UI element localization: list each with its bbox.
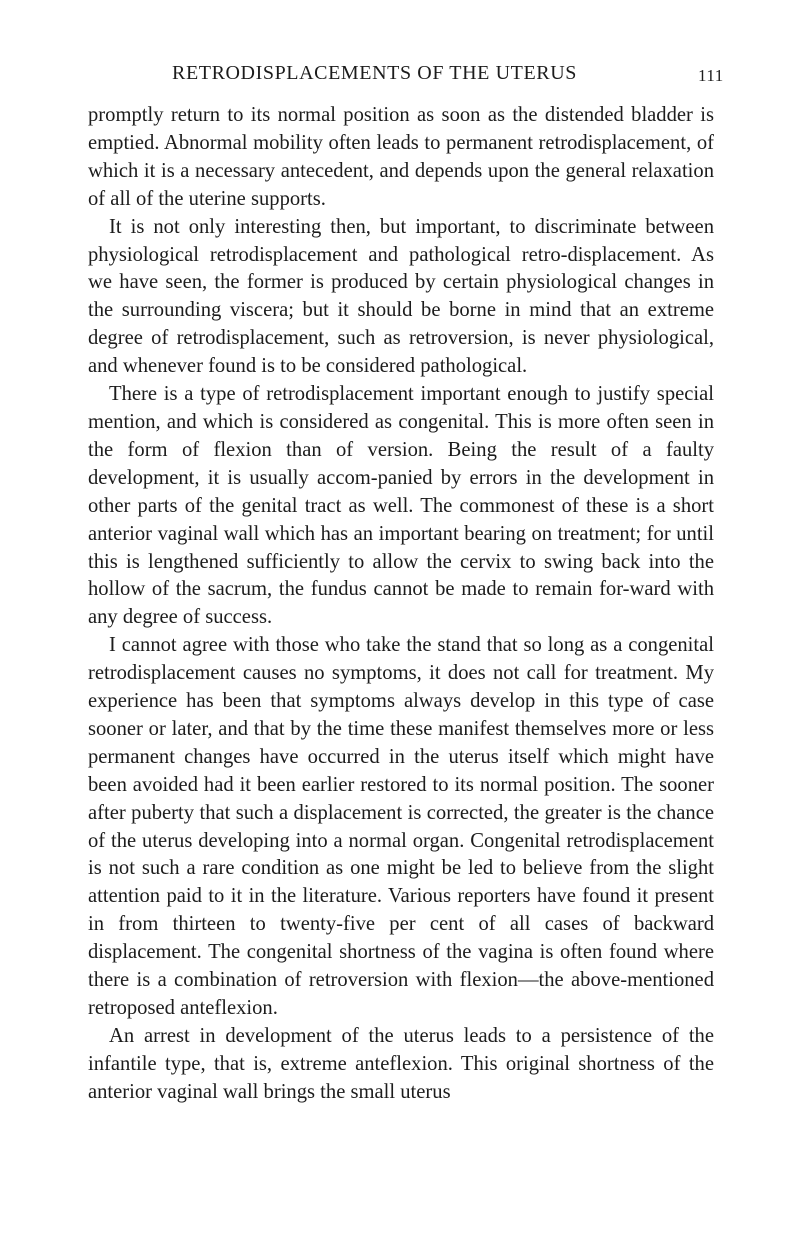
- paragraph-3: There is a type of retrodisplacement important enough to justify special mention, and which is considered as congenital. This is more often seen in the form of flexion than of version. Being the result of a faulty development, it is usually accom-panied by errors in the development in other parts of the genital tract as well. The commonest of these is a short anterior vaginal wall which has an important bearing on treatment; for until this is lengthened sufficiently to allow the cervix to swing back into the hollow of the sacrum, the fundus cannot be made to remain for-ward with any degree of success.: [88, 383, 714, 629]
- body-text: [88, 102, 714, 1107]
- paragraph-4: I cannot agree with those who take the stand that so long as a congenital retrodisplacement causes no symptoms, it does not call for treatment. My experience has been that symptoms always develop in this type of case sooner or later, and that by the time these manifest themselves more or less permanent changes have occurred in the uterus itself which might have been avoided had it been earlier restored to its normal position. The sooner after puberty that such a displacement is corrected, the greater is the chance of the uterus developing into a normal organ. Congenital retrodisplacement is not such a rare condition as one might be led to believe from the slight attention paid to it in the literature. Various reporters have found it present in from thirteen to twenty-five per cent of all cases of backward displacement. The congenital shortness of the vagina is often found where there is a combination of retroversion with flexion—the above-mentioned retroposed anteflexion.: [88, 634, 714, 1019]
- page-number: 111: [698, 66, 724, 85]
- running-header: RETRODISPLACEMENTS OF THE UTERUS: [172, 62, 577, 84]
- paragraph-5: An arrest in development of the uterus leads to a persistence of the infantile type, that is, extreme anteflexion. This original shortness of the anterior vaginal wall brings the small uterus: [88, 1024, 714, 1103]
- paragraph-2: It is not only interesting then, but important, to discriminate between physiological retrodisplacement and pathological retro-displacement. As we have seen, the former is produced by certain physiological changes in the surrounding viscera; but it should be borne in mind that an extreme degree of retrodisplacement, such as retroversion, is never physiological, and whenever found is to be considered pathological.: [88, 215, 714, 378]
- paragraph-1: promptly return to its normal position as soon as the distended bladder is emptied. Abnormal mobility often leads to permanent retrodisplacement, of which it is a necessary antecedent, and depends upon the general relaxation of all of the uterine supports.: [88, 104, 714, 210]
